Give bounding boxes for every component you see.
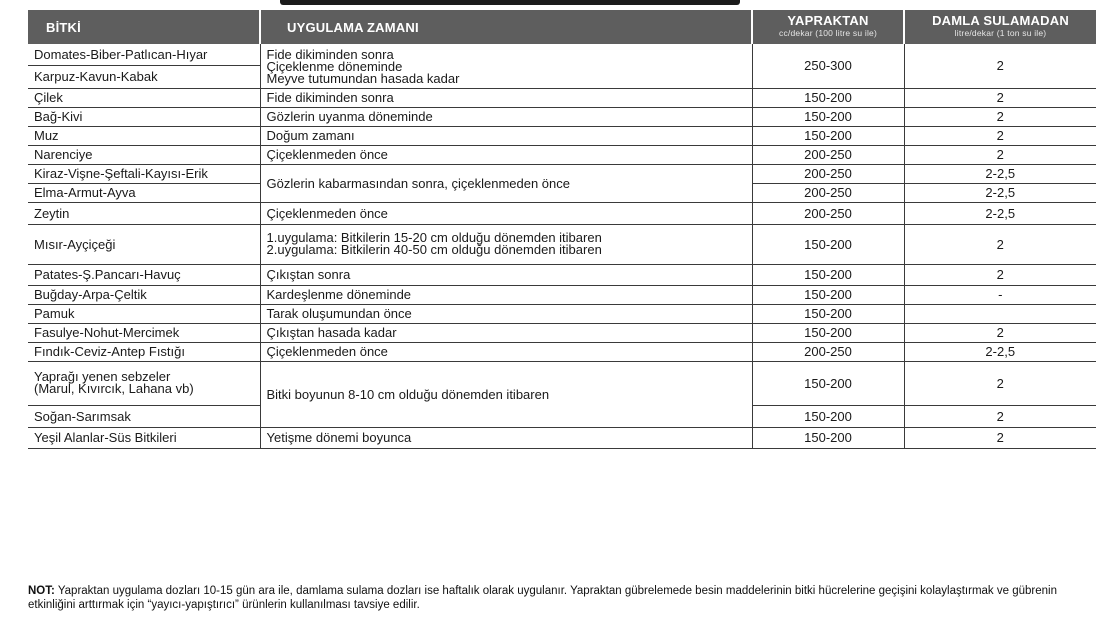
cell-damla: 2 (904, 44, 1096, 88)
table-row (28, 107, 1096, 126)
cell-zaman: Çiçeklenmeden önce (260, 342, 752, 361)
cell-yapraktan: 200-250 (752, 342, 904, 361)
cell-damla: 2 (904, 405, 1096, 427)
table-row (28, 304, 1096, 323)
cell-yapraktan: 250-300 (752, 44, 904, 88)
cell-yapraktan: 150-200 (752, 427, 904, 448)
table-row (28, 88, 1096, 107)
header-yapraktan-unit: cc/dekar (100 litre su ile) (779, 28, 877, 38)
cell-bitki (28, 361, 260, 405)
header-damla-title: DAMLA SULAMADAN (932, 13, 1069, 28)
header-yapraktan (752, 10, 904, 44)
cell-damla: 2-2,5 (904, 164, 1096, 183)
table-row (28, 285, 1096, 304)
cell-damla: 2 (904, 88, 1096, 107)
cell-bitki: Muz (28, 126, 260, 145)
cell-bitki: Narenciye (28, 145, 260, 164)
cell-yapraktan: 150-200 (752, 88, 904, 107)
cell-zaman: Çiçeklenmeden önce (260, 202, 752, 224)
table-row (28, 264, 1096, 285)
cell-yapraktan: 150-200 (752, 405, 904, 427)
cell-bitki: Zeytin (28, 202, 260, 224)
cell-zaman (260, 44, 752, 88)
table-row (28, 427, 1096, 448)
table-row (28, 164, 1096, 183)
footnote-text: Yapraktan uygulama dozları 10-15 gün ara ile, damlama sulama dozları ise haftalık olarak uygulanır. Yapraktan gübrelemede besin maddelerinin bitki hücrelerine geçişini kolaylaştırmak ve gübrenin etkinliğini arttırmak için “yayıcı-yapıştırıcı” ürünlerin kullanılması tavsiye edilir. (28, 585, 1057, 611)
table-row (28, 202, 1096, 224)
cell-yapraktan: 150-200 (752, 304, 904, 323)
cell-bitki: Elma-Armut-Ayva (28, 183, 260, 202)
cell-bitki: Bağ-Kivi (28, 107, 260, 126)
cell-zaman (260, 224, 752, 264)
cell-bitki: Fasulye-Nohut-Mercimek (28, 323, 260, 342)
cell-yapraktan: 150-200 (752, 126, 904, 145)
cell-zaman: Çıkıştan hasada kadar (260, 323, 752, 342)
cell-zaman: Çıkıştan sonra (260, 264, 752, 285)
cell-bitki: Patates-Ş.Pancarı-Havuç (28, 264, 260, 285)
cell-yapraktan: 150-200 (752, 323, 904, 342)
table-row (28, 126, 1096, 145)
header-bitki: BİTKİ (28, 10, 260, 44)
footnote-label: NOT: (28, 585, 55, 597)
cell-yapraktan: 150-200 (752, 264, 904, 285)
table-row (28, 44, 1096, 65)
cell-bitki: Kiraz-Vişne-Şeftali-Kayısı-Erik (28, 164, 260, 183)
cell-zaman: Tarak oluşumundan önce (260, 304, 752, 323)
cell-bitki: Karpuz-Kavun-Kabak (28, 65, 260, 88)
header-uygulama-zamani: UYGULAMA ZAMANI (260, 10, 752, 44)
cell-zaman: Fide dikiminden sonra (260, 88, 752, 107)
cell-damla: 2-2,5 (904, 202, 1096, 224)
cell-bitki: Çilek (28, 88, 260, 107)
cell-yapraktan: 150-200 (752, 285, 904, 304)
cell-yapraktan: 150-200 (752, 224, 904, 264)
table-row (28, 145, 1096, 164)
cell-zaman: Bitki boyunun 8-10 cm olduğu dönemden itibaren (260, 361, 752, 427)
cell-zaman: Gözlerin uyanma döneminde (260, 107, 752, 126)
zaman-line: 1.uygulama: Bitkilerin 15-20 cm olduğu dönemden itibaren (266, 230, 602, 245)
cell-yapraktan: 200-250 (752, 145, 904, 164)
zaman-line: Meyve tutumundan hasada kadar (266, 70, 460, 86)
bitki-line: (Marul, Kıvırcık, Lahana vb) (34, 381, 194, 396)
cell-yapraktan: 150-200 (752, 107, 904, 126)
cell-bitki: Buğday-Arpa-Çeltik (28, 285, 260, 304)
application-table (28, 10, 1096, 449)
cell-damla: 2 (904, 427, 1096, 448)
table-row (28, 323, 1096, 342)
cell-yapraktan: 200-250 (752, 164, 904, 183)
cell-damla: 2 (904, 126, 1096, 145)
cell-yapraktan: 200-250 (752, 202, 904, 224)
cell-damla: 2 (904, 224, 1096, 264)
header-yapraktan-title: YAPRAKTAN (787, 13, 869, 28)
cell-bitki: Domates-Biber-Patlıcan-Hıyar (28, 44, 260, 65)
cell-bitki: Fındık-Ceviz-Antep Fıstığı (28, 342, 260, 361)
cell-damla: 2 (904, 264, 1096, 285)
header-damla (904, 10, 1096, 44)
cell-damla: 2 (904, 145, 1096, 164)
cell-damla: 2-2,5 (904, 183, 1096, 202)
table-row (28, 342, 1096, 361)
cell-zaman: Yetişme dönemi boyunca (260, 427, 752, 448)
cell-zaman: Kardeşlenme döneminde (260, 285, 752, 304)
footnote (28, 584, 1098, 612)
cell-yapraktan: 200-250 (752, 183, 904, 202)
table-row (28, 361, 1096, 405)
zaman-line: Fide dikiminden sonra (266, 46, 394, 62)
cell-bitki: Mısır-Ayçiçeği (28, 224, 260, 264)
cell-yapraktan: 150-200 (752, 361, 904, 405)
cell-damla (904, 304, 1096, 323)
bitki-line: Yaprağı yenen sebzeler (34, 369, 171, 384)
cell-zaman: Doğum zamanı (260, 126, 752, 145)
cell-damla: 2 (904, 107, 1096, 126)
cell-zaman: Gözlerin kabarmasından sonra, çiçeklenmeden önce (260, 164, 752, 202)
table-row (28, 224, 1096, 264)
zaman-line: Çiçeklenme döneminde (266, 58, 403, 74)
header-damla-unit: litre/dekar (1 ton su ile) (954, 28, 1047, 38)
table-header-row (28, 10, 1096, 44)
cell-zaman: Çiçeklenmeden önce (260, 145, 752, 164)
cell-damla: 2 (904, 361, 1096, 405)
zaman-line: 2.uygulama: Bitkilerin 40-50 cm olduğu dönemden itibaren (266, 242, 602, 257)
cell-damla: 2 (904, 323, 1096, 342)
cell-damla: 2-2,5 (904, 342, 1096, 361)
cell-bitki: Yeşil Alanlar-Süs Bitkileri (28, 427, 260, 448)
cell-damla: - (904, 285, 1096, 304)
cell-bitki: Soğan-Sarımsak (28, 405, 260, 427)
cell-bitki: Pamuk (28, 304, 260, 323)
